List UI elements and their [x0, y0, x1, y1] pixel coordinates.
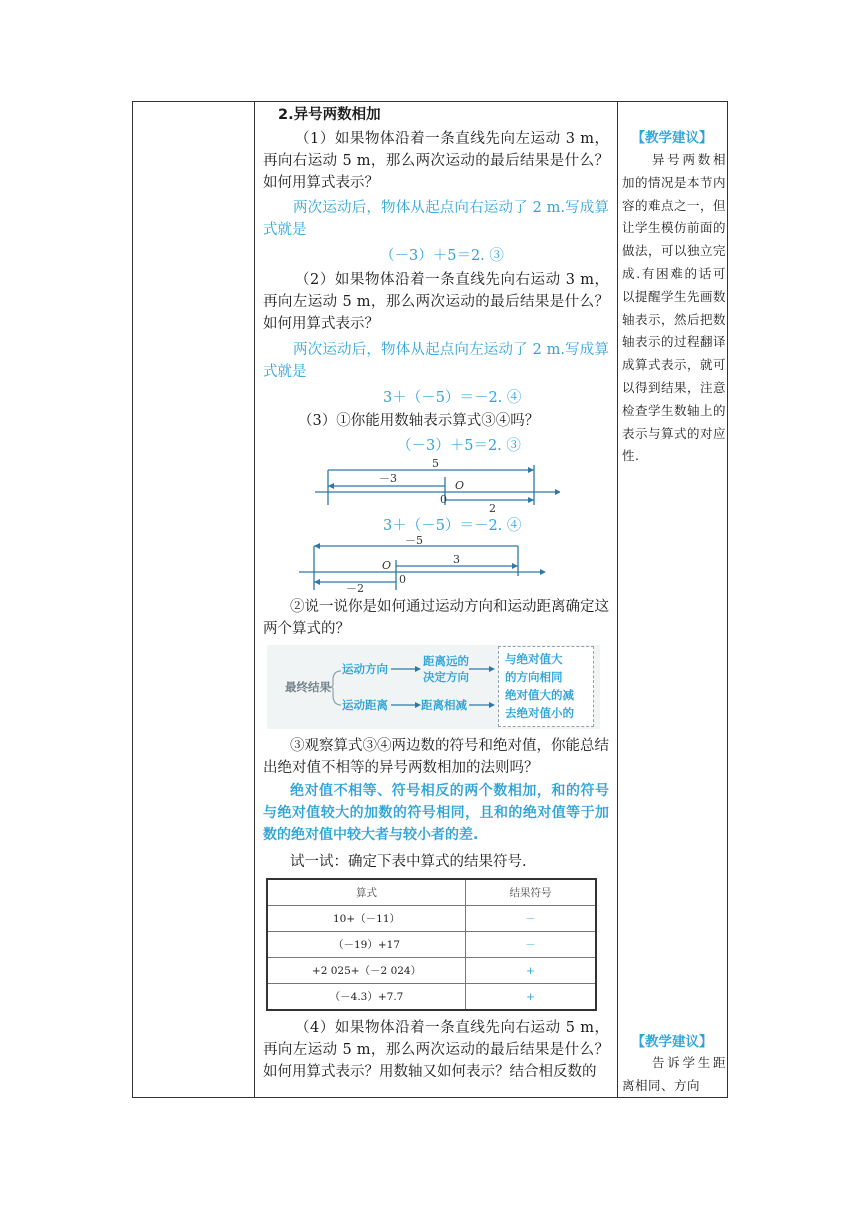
formula-3: （－3）＋5＝2. ③ — [380, 248, 504, 264]
label-zero: 0 — [440, 493, 447, 506]
flow-direction-result: 距离远的决定方向 — [423, 654, 469, 684]
expression-cell: （－4.3）+7.7 — [267, 984, 466, 1011]
flow-distance-result: 距离相减 — [421, 698, 467, 712]
question-1: （1）如果物体沿着一条直线先向左运动 3 m，再向右运动 5 m，那么两次运动的最后结果是什么？如何用算式表示？ — [263, 131, 609, 191]
label-3: 3 — [453, 553, 460, 566]
formula-4: 3＋（－5）＝－2. ④ — [383, 390, 522, 406]
expression-cell: +2 025+（－2 024） — [267, 958, 466, 984]
question-2: （2）如果物体沿着一条直线先向右运动 3 m，再向左运动 5 m，那么两次运动的最后结果是什么？如何用算式表示？ — [263, 272, 609, 332]
question-3: （3）①你能用数轴表示算式③④吗？ — [298, 413, 540, 429]
question-4: （4）如果物体沿着一条直线先向右运动 5 m，再向左运动 5 m，那么两次运动的最后结果是什么？如何用算式表示？用数轴又如何表示？结合相反数的 — [263, 1020, 609, 1080]
sidebar-note-2: 告诉学生距离相同、方向 — [622, 1055, 726, 1093]
label-minus-3: －3 — [379, 472, 397, 485]
flow-root: 最终结果 — [285, 680, 331, 694]
label-minus-5: －5 — [405, 536, 423, 547]
sidebar-title-1: 【教学建议】 — [631, 130, 713, 146]
answer-2: 两次运动后，物体从起点向左运动了 2 m.写成算式就是 — [263, 342, 609, 380]
sidebar-title-2: 【教学建议】 — [631, 1034, 713, 1050]
conclusion-line-2: 的方向相同 — [505, 670, 563, 684]
conclusion-line-3: 绝对值大的减 — [505, 688, 574, 702]
sub-question-3: ③观察算式③④两边数的符号和绝对值，你能总结出绝对值不相等的异号两数相加的法则吗？ — [263, 738, 609, 776]
label-origin: O — [455, 479, 465, 492]
sidebar-note-1: 异号两数相加的情况是本节内容的难点之一，但让学生模仿前面的做法，可以独立完成.有困难的话可以提醒学生先画数轴表示，然后把数轴表示的过程翻译成算式表示，就可以得到结果，注意检查学生数轴上的表示与算式的对应性. — [622, 152, 727, 464]
sign-cell: － — [466, 906, 597, 932]
formula-3-repeat: （－3）＋5＝2. ③ — [397, 438, 521, 454]
label-2: 2 — [489, 502, 496, 515]
column-divider-left — [254, 101, 255, 1098]
label-origin: O — [382, 559, 392, 572]
result-sign-table — [266, 878, 597, 1011]
formula-4-repeat: 3＋（－5）＝－2. ④ — [383, 518, 522, 534]
answer-1: 两次运动后，物体从起点向右运动了 2 m.写成算式就是 — [263, 200, 609, 238]
sign-cell: + — [466, 958, 597, 984]
expression-cell: （－19）+17 — [267, 932, 466, 958]
table-row — [267, 958, 596, 984]
number-line-4 — [296, 536, 546, 594]
reasoning-flow-diagram — [267, 645, 600, 729]
number-line-3 — [312, 457, 560, 515]
label-5: 5 — [432, 457, 439, 470]
conclusion-line-4: 去绝对值小的 — [505, 706, 574, 720]
try-prompt: 试一试：确定下表中算式的结果符号. — [290, 854, 527, 870]
column-divider-right — [617, 101, 618, 1098]
axis-arrow — [555, 489, 560, 495]
table-row — [267, 906, 596, 932]
flow-direction: 运动方向 — [342, 662, 388, 676]
table-header-row — [267, 879, 596, 906]
sign-cell: － — [466, 932, 597, 958]
sign-cell: + — [466, 984, 597, 1011]
conclusion-line-1: 与绝对值大 — [505, 652, 563, 666]
label-minus-2: －2 — [346, 582, 364, 594]
addition-rule: 绝对值不相等、符号相反的两个数相加，和的符号与绝对值较大的加数的符号相同，且和的绝对值等于加数的绝对值中较大者与较小者的差. — [263, 783, 609, 843]
flow-distance: 运动距离 — [342, 698, 388, 712]
expression-cell: 10+（－11） — [267, 906, 466, 932]
table-row — [267, 932, 596, 958]
table-row — [267, 984, 596, 1011]
flow-conclusion-box — [498, 646, 594, 727]
axis-arrow — [540, 569, 546, 575]
section-heading: 2.异号两数相加 — [278, 107, 381, 123]
sub-question-2: ②说一说你是如何通过运动方向和运动距离确定这两个算式的？ — [263, 599, 609, 637]
header-expression: 算式 — [267, 879, 466, 906]
header-sign: 结果符号 — [466, 879, 597, 906]
label-zero: 0 — [399, 573, 406, 586]
